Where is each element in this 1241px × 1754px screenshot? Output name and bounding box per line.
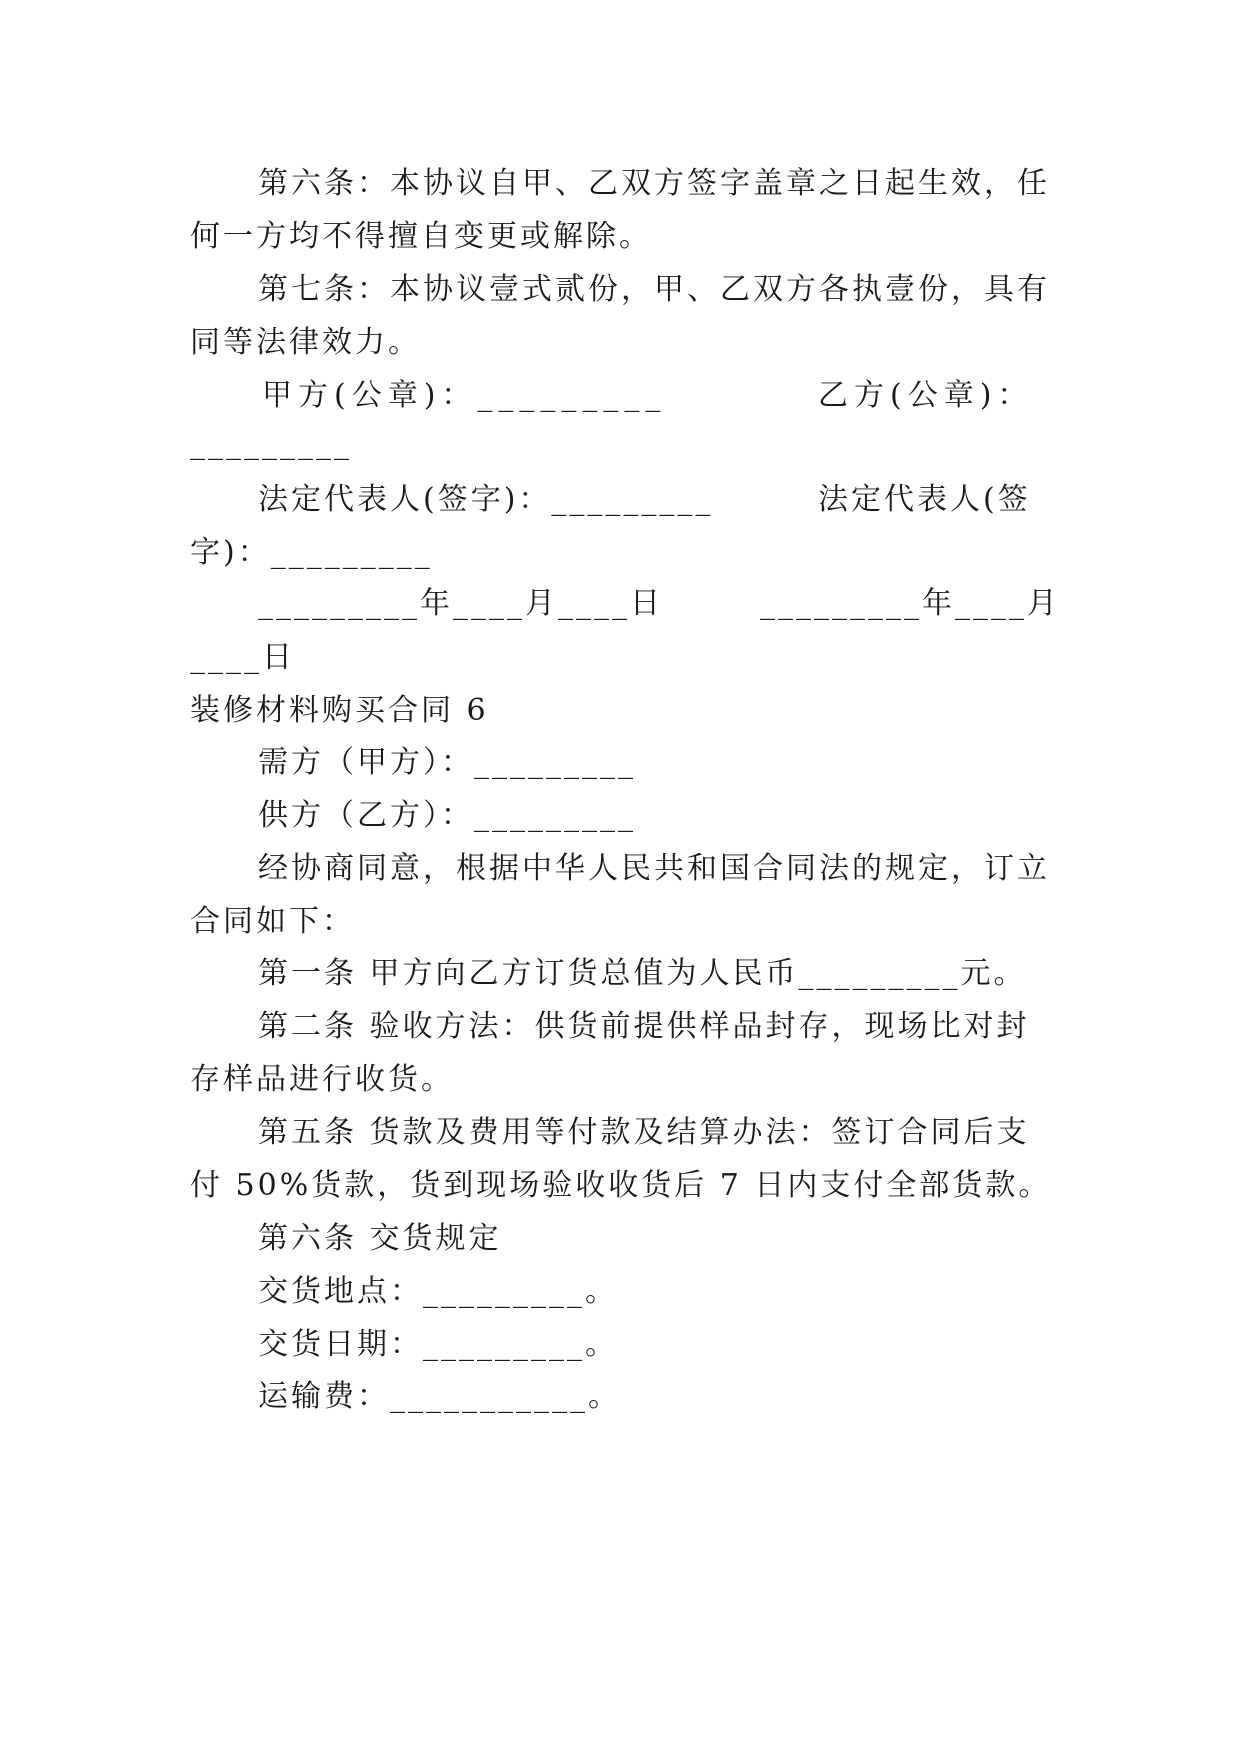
clause5-line1: 第五条 货款及费用等付款及结算办法：签订合同后支: [258, 1115, 1030, 1150]
delivery-place: 交货地点：_________。: [258, 1274, 618, 1309]
contract-title: 装修材料购买合同 6: [190, 693, 489, 728]
preamble-line1: 经协商同意，根据中华人民共和国合同法的规定，订立: [258, 851, 1050, 886]
party-b-representative-line2: 字)：_________: [190, 535, 433, 570]
party-b-representative-line1: 法定代表人(签: [818, 482, 1031, 517]
party-b-date-line1: _________年____月: [760, 586, 1060, 621]
delivery-date: 交货日期：_________。: [258, 1327, 618, 1362]
article6-line2: 何一方均不得擅自变更或解除。: [190, 219, 652, 254]
clause2-line1: 第二条 验收方法：供货前提供样品封存，现场比对封: [258, 1009, 1030, 1044]
transport-fee: 运输费：___________。: [258, 1379, 621, 1414]
clause1: 第一条 甲方向乙方订货总值为人民币_________元。: [258, 956, 1027, 991]
clause6-title: 第六条 交货规定: [258, 1221, 502, 1256]
buyer-line: 需方（甲方）：_________: [258, 745, 636, 780]
party-b-seal-blank: _________: [190, 426, 352, 461]
party-a-seal: 甲方(公章)：_________: [262, 378, 667, 413]
clause2-line2: 存样品进行收货。: [190, 1062, 454, 1097]
preamble-line2: 合同如下：: [190, 904, 355, 939]
supplier-line: 供方（乙方）：_________: [258, 798, 636, 833]
article7-line2: 同等法律效力。: [190, 325, 421, 360]
article7-line1: 第七条：本协议壹式贰份，甲、乙双方各执壹份，具有: [258, 272, 1050, 307]
party-b-date-line2: ____日: [190, 640, 295, 675]
clause5-line2: 付 50%货款，货到现场验收收货后 7 日内支付全部货款。: [190, 1168, 1052, 1203]
party-a-date: _________年____月____日: [258, 586, 663, 621]
party-b-seal: 乙方(公章)：: [818, 378, 1034, 413]
party-a-representative: 法定代表人(签字)：_________: [258, 482, 714, 517]
article6-line1: 第六条：本协议自甲、乙双方签字盖章之日起生效，任: [258, 166, 1050, 201]
